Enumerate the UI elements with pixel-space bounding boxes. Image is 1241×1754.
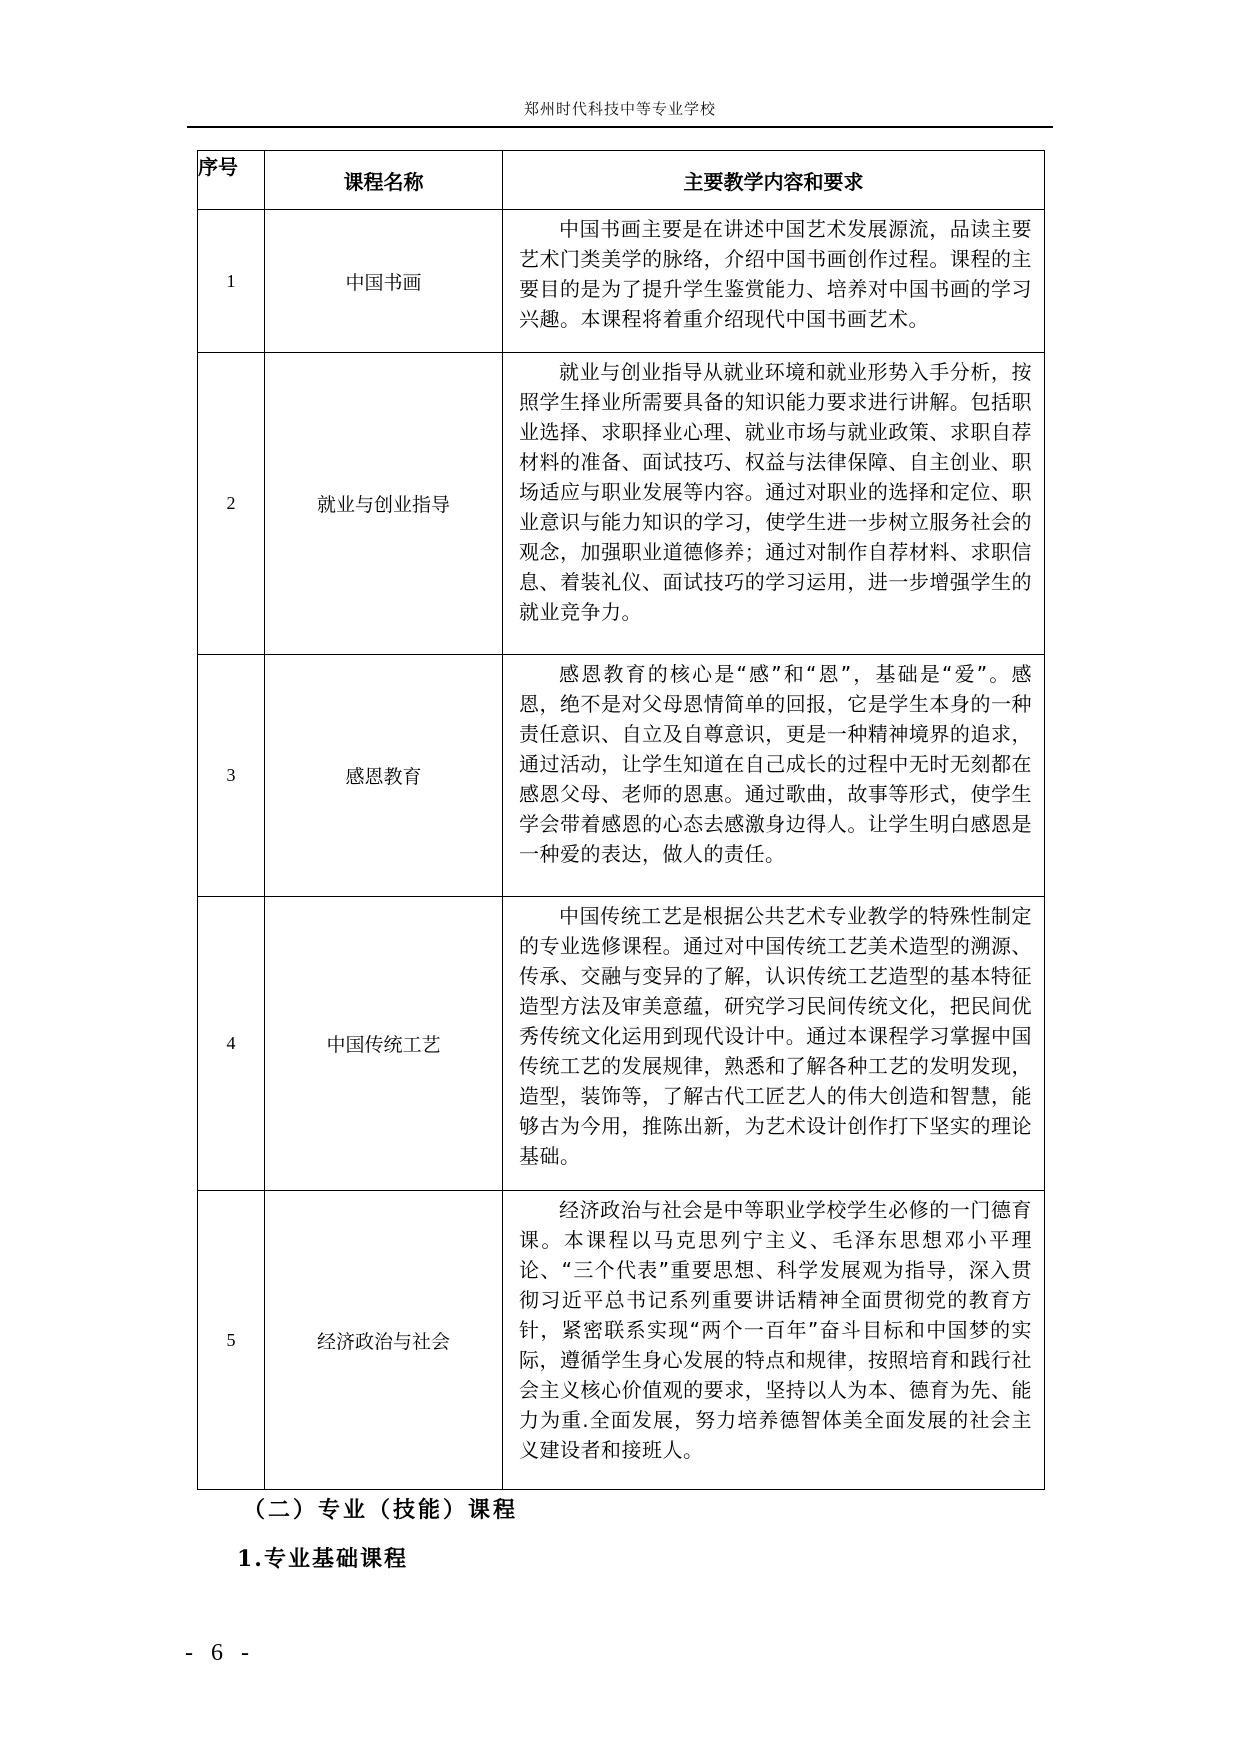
table-row bbox=[198, 1191, 1045, 1490]
table-row bbox=[198, 353, 1045, 655]
column-header-course-name: 课程名称 bbox=[265, 151, 503, 210]
table-header-row bbox=[198, 151, 1045, 210]
row-index: 3 bbox=[198, 655, 265, 897]
page-header-school-name: 郑州时代科技中等专业学校 bbox=[523, 100, 716, 118]
row-course-name: 中国传统工艺 bbox=[265, 897, 503, 1191]
subsection-title: 1.专业基础课程 bbox=[237, 1546, 408, 1572]
row-course-name: 感恩教育 bbox=[265, 655, 503, 897]
table-row bbox=[198, 655, 1045, 897]
row-content: 中国书画主要是在讲述中国艺术发展源流，品读主要艺术门类美学的脉络，介绍中国书画创作过程。课程的主要目的是为了提升学生鉴赏能力、培养对中国书画的学习兴趣。本课程将着重介绍现代中国书画艺术。 bbox=[503, 210, 1045, 353]
row-index: 5 bbox=[198, 1191, 265, 1490]
section-title: （二）专业（技能）课程 bbox=[243, 1497, 519, 1523]
row-content: 中国传统工艺是根据公共艺术专业教学的特殊性制定的专业选修课程。通过对中国传统工艺美术造型的溯源、传承、交融与变异的了解，认识传统工艺造型的基本特征造型方法及审美意蕴，研究学习民间传统文化，把民间优秀传统文化运用到现代设计中。通过本课程学习掌握中国传统工艺的发展规律，熟悉和了解各种工艺的发明发现，造型，装饰等，了解古代工匠艺人的伟大创造和智慧，能够古为今用，推陈出新，为艺术设计创作打下坚实的理论基础。 bbox=[503, 897, 1045, 1191]
row-content: 感恩教育的核心是“感”和“恩”，基础是“爱”。感恩，绝不是对父母恩情简单的回报，它是学生本身的一种责任意识、自立及自尊意识，更是一种精神境界的追求，通过活动，让学生知道在自己成长的过程中无时无刻都在感恩父母、老师的恩惠。通过歌曲，故事等形式，使学生学会带着感恩的心态去感激身边得人。让学生明白感恩是一种爱的表达，做人的责任。 bbox=[503, 655, 1045, 897]
column-header-index: 序号 bbox=[198, 151, 265, 210]
row-content: 就业与创业指导从就业环境和就业形势入手分析，按照学生择业所需要具备的知识能力要求进行讲解。包括职业选择、求职择业心理、就业市场与就业政策、求职自荐材料的准备、面试技巧、权益与法律保障、自主创业、职场适应与职业发展等内容。通过对职业的选择和定位、职业意识与能力知识的学习，使学生进一步树立服务社会的观念，加强职业道德修养；通过对制作自荐材料、求职信息、着装礼仪、面试技巧的学习运用，进一步增强学生的就业竞争力。 bbox=[503, 353, 1045, 655]
page-number: - 6 - bbox=[185, 1640, 255, 1666]
course-table bbox=[197, 150, 1045, 1490]
row-course-name: 中国书画 bbox=[265, 210, 503, 353]
row-course-name: 经济政治与社会 bbox=[265, 1191, 503, 1490]
row-index: 1 bbox=[198, 210, 265, 353]
column-header-content: 主要教学内容和要求 bbox=[503, 151, 1045, 210]
table-row bbox=[198, 897, 1045, 1191]
table-row bbox=[198, 210, 1045, 353]
row-index: 2 bbox=[198, 353, 265, 655]
row-index: 4 bbox=[198, 897, 265, 1191]
row-content: 经济政治与社会是中等职业学校学生必修的一门德育课。本课程以马克思列宁主义、毛泽东思想邓小平理论、“三个代表”重要思想、科学发展观为指导，深入贯彻习近平总书记系列重要讲话精神全面贯彻党的教育方针，紧密联系实现“两个一百年”奋斗目标和中国梦的实际，遵循学生身心发展的特点和规律，按照培育和践行社会主义核心价值观的要求，坚持以人为本、德育为先、能力为重.全面发展，努力培养德智体美全面发展的社会主义建设者和接班人。 bbox=[503, 1191, 1045, 1490]
header-rule bbox=[187, 126, 1053, 128]
row-course-name: 就业与创业指导 bbox=[265, 353, 503, 655]
